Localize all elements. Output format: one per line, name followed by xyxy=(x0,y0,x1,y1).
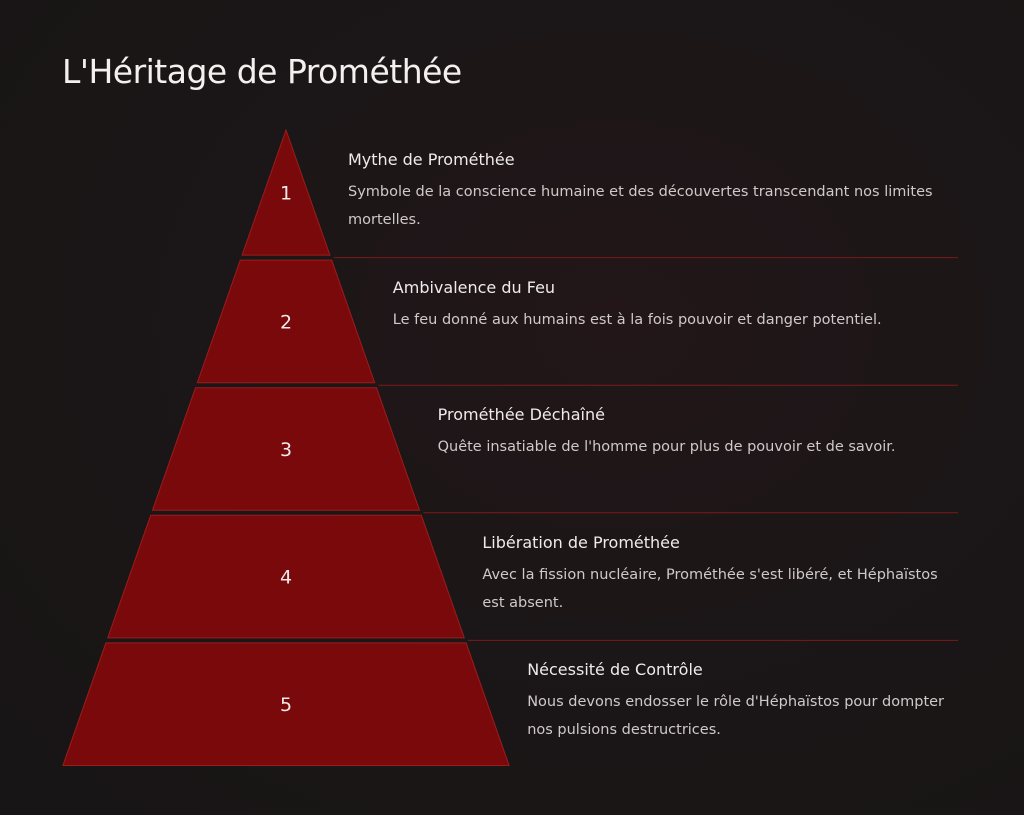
level-2-title: Ambivalence du Feu xyxy=(392,277,556,297)
pyramid-tier-5-number: 5 xyxy=(279,694,293,717)
pyramid-tier-4-number: 4 xyxy=(279,566,293,589)
pyramid-tier-3-number: 3 xyxy=(279,439,293,461)
page-title: L'Héritage de Prométhée xyxy=(62,52,462,91)
level-4-description: Avec la fission nucléaire, Prométhée s'est libéré, et Héphaïstos est absent. xyxy=(482,566,938,611)
level-3-title: Prométhée Déchaîné xyxy=(437,405,605,425)
pyramid-tier-2-number: 2 xyxy=(279,311,293,334)
level-4-title: Libération de Prométhée xyxy=(482,532,680,552)
level-1-description: Symbole de la conscience humaine et des découvertes transcendant nos limites mortelles. xyxy=(348,184,933,228)
level-5-description: Nous devons endosser le rôle d'Héphaïstos pour dompter nos pulsions destructrices. xyxy=(527,694,945,739)
level-5-title: Nécessité de Contrôle xyxy=(527,660,703,680)
pyramid-tier-1-number: 1 xyxy=(279,182,293,205)
level-1-title: Mythe de Prométhée xyxy=(348,150,515,169)
level-3-description: Quête insatiable de l'homme pour plus de pouvoir et de savoir. xyxy=(437,439,896,456)
level-2-description: Le feu donné aux humains est à la fois pouvoir et danger potentiel. xyxy=(392,311,882,328)
